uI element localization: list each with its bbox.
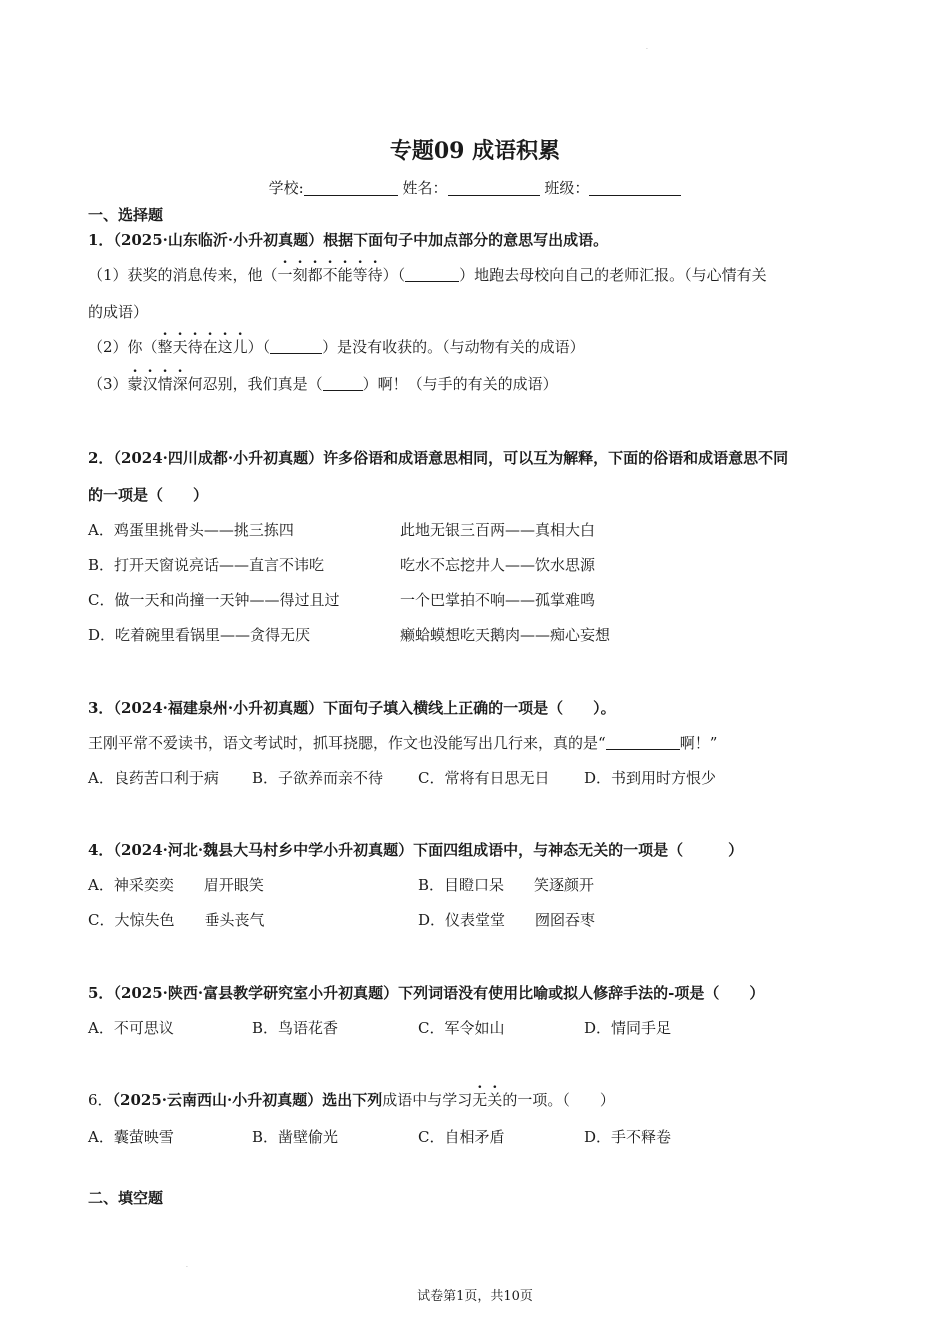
option-label: C． — [418, 1128, 445, 1146]
option-text: 子欲养而亲不待 — [278, 769, 384, 787]
dotted-phrase — [278, 266, 383, 284]
question-number: 6． — [88, 1091, 113, 1109]
option-text: 鸟语花香 — [278, 1019, 339, 1037]
option-label: B． — [252, 1019, 279, 1037]
section-heading-fill: 二、填空题 — [88, 1189, 164, 1207]
option-label: A． — [88, 769, 114, 787]
option-text: 不可思议 — [113, 1019, 174, 1037]
option-text: 目瞪口呆 笑逐颜开 — [444, 876, 595, 894]
q3-option-c — [418, 767, 550, 788]
dotted-char: 一 — [277, 266, 293, 284]
option-label: D． — [418, 911, 446, 929]
question-source: （2024·河北·魏县大马村乡中学小升初真题） — [113, 841, 414, 859]
question-number: 4． — [88, 841, 114, 859]
option-label: D． — [88, 626, 116, 644]
question-source: （2024·福建泉州·小升初真题） — [113, 699, 324, 717]
q2-option-d — [88, 624, 310, 645]
option-label: B． — [252, 1128, 279, 1146]
option-text: 囊萤映雪 — [113, 1128, 174, 1146]
q6-option-b — [252, 1126, 338, 1147]
answer-blank — [405, 268, 459, 282]
question-source: （2025·云南西山·小升初真题） — [112, 1091, 323, 1109]
q2-option-c-right: 一个巴掌拍不响——孤掌难鸣 — [400, 591, 596, 609]
q3-option-d — [584, 767, 716, 788]
q3-option-b — [252, 767, 383, 788]
question-source: （2025·陕西·富县教学研究室小升初真题） — [113, 984, 399, 1002]
question-stem: 下面四组成语中，与神态无关的一项是（ ） — [413, 841, 744, 859]
question-stem: 成语中与学习 — [382, 1091, 473, 1109]
dotted-char: 深 — [172, 375, 188, 393]
question-stem: 下面句子填入横线上正确的一项是（ ）。 — [323, 699, 616, 717]
q5-option-c — [418, 1017, 505, 1038]
dotted-char: 关 — [487, 1091, 503, 1109]
option-text: 鸡蛋里挑骨头——挑三拣四 — [113, 521, 294, 539]
dotted-char: 儿 — [232, 338, 248, 356]
dotted-char: 整 — [157, 338, 173, 356]
question-number: 5． — [88, 984, 114, 1002]
class-blank — [589, 181, 681, 196]
q2-option-a — [88, 519, 294, 540]
text: ）（ — [247, 338, 271, 356]
dotted-char: 蒙 — [127, 375, 143, 393]
dotted-char: 能 — [337, 266, 353, 284]
answer-blank — [270, 340, 322, 354]
dotted-char: 汉 — [142, 375, 158, 393]
question-source: （2025·山东临沂·小升初真题） — [113, 231, 324, 249]
name-label: 姓名： — [402, 179, 448, 197]
q1-sentence-2 — [88, 336, 585, 357]
question-number: 3． — [88, 699, 114, 717]
q6-option-a — [88, 1126, 174, 1147]
option-label: A． — [88, 1128, 114, 1146]
student-info-line — [0, 177, 950, 198]
q1-sentence-1-cont: 的成语） — [88, 303, 149, 321]
class-label: 班级： — [544, 179, 590, 197]
dotted-char: 无 — [472, 1091, 488, 1109]
question-stem: 许多俗语和成语意思相同，可以互为解释，下面的俗语和成语意思不同 — [323, 449, 789, 467]
q4-option-a — [88, 874, 264, 895]
dotted-char: 在 — [202, 338, 218, 356]
option-text: 神采奕奕 眉开眼笑 — [113, 876, 264, 894]
page-footer: 试卷第1页，共10页 — [417, 1289, 533, 1304]
question-stem: 下列词语没有使用比喻或拟人修辞手法的-项是（ ） — [398, 984, 765, 1002]
dotted-char: 刻 — [292, 266, 308, 284]
option-label: A． — [88, 521, 114, 539]
dotted-char: 待 — [187, 338, 203, 356]
option-label: C． — [418, 1019, 445, 1037]
option-text: 做一天和尚撞一天钟——得过且过 — [114, 591, 340, 609]
q2-option-d-right: 癞蛤蟆想吃天鹅肉——痴心妄想 — [400, 626, 611, 644]
school-blank — [304, 181, 398, 196]
section-heading-choice: 一、选择题 — [88, 206, 164, 224]
corner-mark: · — [186, 1264, 188, 1271]
q5-option-a — [88, 1017, 174, 1038]
text: 何忍别，我们真是（ — [187, 375, 323, 393]
q1-sentence-3 — [88, 373, 558, 394]
q2-option-a-right: 此地无银三百两——真相大白 — [400, 521, 596, 539]
option-label: B． — [88, 556, 115, 574]
question-6-heading — [88, 1089, 615, 1110]
option-label: C． — [88, 911, 115, 929]
question-5-heading — [88, 982, 764, 1003]
option-label: C． — [88, 591, 115, 609]
text: 啊！” — [679, 734, 718, 752]
q6-option-c — [418, 1126, 505, 1147]
option-text: 常将有日思无日 — [444, 769, 550, 787]
corner-mark: · — [646, 46, 648, 53]
q2-option-b — [88, 554, 324, 575]
q3-option-a — [88, 767, 219, 788]
dotted-char: 等 — [352, 266, 368, 284]
q5-option-d — [584, 1017, 671, 1038]
text: ）地跑去母校向自己的老师汇报。（与心情有关 — [459, 266, 767, 284]
q3-sentence — [88, 732, 717, 753]
option-label: D． — [584, 1128, 612, 1146]
option-text: 凿壁偷光 — [278, 1128, 339, 1146]
dotted-phrase — [128, 375, 188, 393]
question-source: （2024·四川成都·小升初真题） — [113, 449, 324, 467]
text: ）（ — [382, 266, 406, 284]
dotted-char: 不 — [322, 266, 338, 284]
option-text: 书到用时方恨少 — [611, 769, 717, 787]
q4-option-b — [418, 874, 594, 895]
question-number: 2． — [88, 449, 114, 467]
page-title: 专题09 成语积累 — [389, 138, 561, 164]
option-text: 情同手足 — [611, 1019, 672, 1037]
option-label: B． — [418, 876, 445, 894]
q1-sentence-1 — [88, 264, 767, 285]
text: （2）你（ — [88, 338, 158, 356]
option-label: A． — [88, 876, 114, 894]
dotted-char: 这 — [217, 338, 233, 356]
question-2-heading — [88, 447, 788, 468]
option-label: D． — [584, 1019, 612, 1037]
name-blank — [448, 181, 540, 196]
question-3-heading — [88, 697, 616, 718]
option-text: 自相矛盾 — [444, 1128, 505, 1146]
q5-option-b — [252, 1017, 338, 1038]
question-4-heading — [88, 839, 743, 860]
text: ）啊！（与手的有关的成语） — [362, 375, 558, 393]
option-label: B． — [252, 769, 279, 787]
option-label: C． — [418, 769, 445, 787]
q2-option-b-right: 吃水不忘挖井人——饮水思源 — [400, 556, 596, 574]
option-label: D． — [584, 769, 612, 787]
option-text: 良药苦口利于病 — [113, 769, 219, 787]
dotted-char: 天 — [172, 338, 188, 356]
option-text: 大惊失色 垂头丧气 — [114, 911, 265, 929]
question-1-heading — [88, 229, 608, 250]
question-2-heading-cont: 的一项是（ ） — [88, 486, 209, 504]
q2-option-c — [88, 589, 340, 610]
option-text: 仪表堂堂 囫囵吞枣 — [445, 911, 596, 929]
text: （1）获奖的消息传来，他（ — [88, 266, 278, 284]
q4-option-d — [418, 909, 595, 930]
dotted-char: 都 — [307, 266, 323, 284]
answer-blank — [606, 736, 680, 750]
dotted-phrase — [158, 338, 248, 356]
question-stem: 的一项。（ ） — [502, 1091, 615, 1109]
text: 王刚平常不爱读书，语文考试时，抓耳挠腮，作文也没能写出几行来，真的是“ — [88, 734, 606, 752]
dotted-char: 待 — [367, 266, 383, 284]
school-label: 学校: — [268, 179, 304, 197]
option-text: 吃着碗里看锅里——贪得无厌 — [115, 626, 311, 644]
option-label: A． — [88, 1019, 114, 1037]
dotted-char: 情 — [157, 375, 173, 393]
text: （3） — [88, 375, 128, 393]
question-stem: 选出下列 — [322, 1091, 383, 1109]
option-text: 手不释卷 — [611, 1128, 672, 1146]
text: ）是没有收获的。（与动物有关的成语） — [322, 338, 585, 356]
answer-blank — [323, 377, 363, 391]
option-text: 打开天窗说亮话——直言不讳吃 — [114, 556, 325, 574]
q6-option-d — [584, 1126, 671, 1147]
question-number: 1． — [88, 231, 114, 249]
dotted-phrase — [472, 1091, 502, 1109]
option-text: 军令如山 — [444, 1019, 505, 1037]
question-stem: 根据下面句子中加点部分的意思写出成语。 — [323, 231, 609, 249]
q4-option-c — [88, 909, 265, 930]
